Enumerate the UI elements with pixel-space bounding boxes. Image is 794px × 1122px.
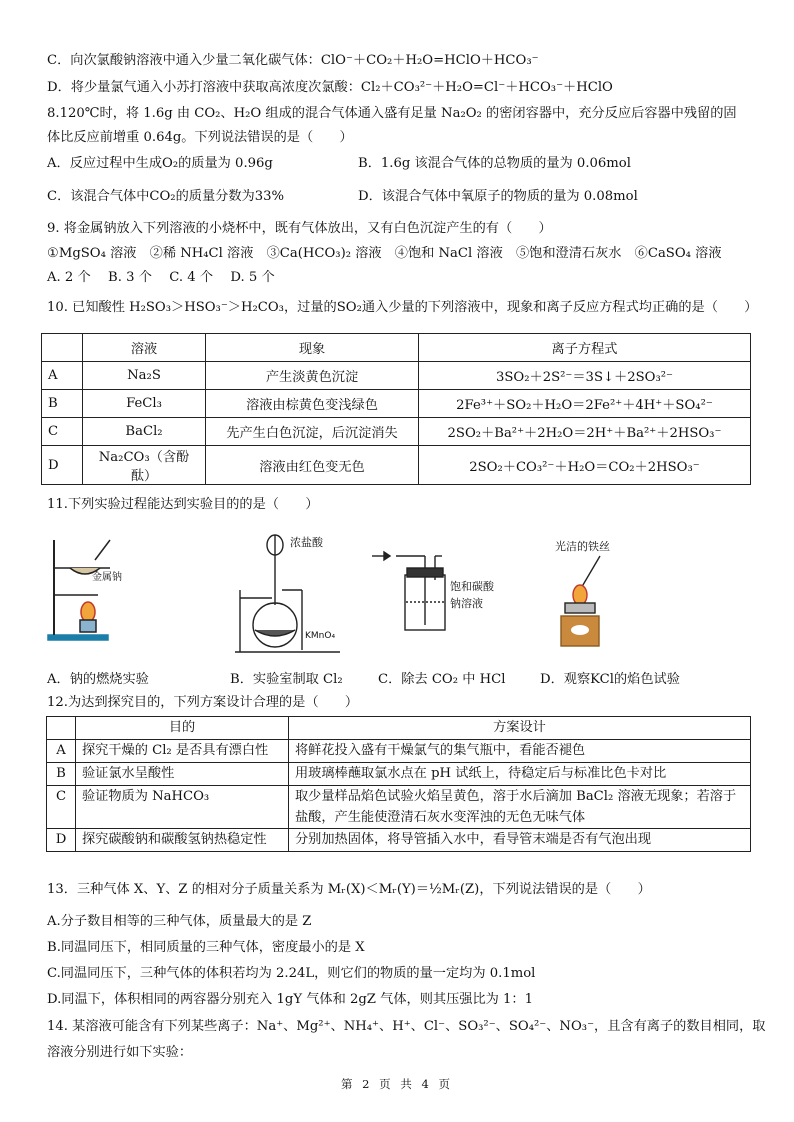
question-10-stem: 10. 已知酸性 H₂SO₃＞HSO₃⁻＞H₂CO₃，过量的SO₂通入少量的下列溶液中，现象和离子反应方程式均正确的是（ ） (47, 300, 758, 315)
q8-option-d: D．该混合气体中氧原子的物质的量为 0.08mol (358, 189, 638, 204)
question-9-stem: 9. 将金属钠放入下列溶液的小烧杯中，既有气体放出，又有白色沉淀产生的有（ ） (47, 221, 552, 236)
table-cell: Na₂S (83, 362, 206, 390)
table-header-row (47, 717, 751, 740)
table-header-cell: 目的 (76, 717, 289, 740)
table-row (42, 446, 751, 485)
question-9-answers: A. 2 个 B. 3 个 C. 4 个 D. 5 个 (47, 270, 275, 285)
question-11-stem: 11.下列实验过程能达到实验目的的是（ ） (47, 497, 319, 512)
q11-option-c: C．除去 CO₂ 中 HCl (378, 672, 506, 687)
table-cell: 验证氯水呈酸性 (76, 763, 289, 786)
label-kmno4: KMnO₄ (305, 631, 336, 641)
table-row (42, 362, 751, 390)
row-label: C (42, 418, 83, 446)
row-label: D (42, 446, 83, 485)
table-cell: FeCl₃ (83, 390, 206, 418)
table-cell: 取少量样品焰色试验火焰呈黄色，溶于水后滴加 BaCl₂ 溶液无现象；若溶于盐酸，产生能使澄清石灰水变浑浊的无色无味气体 (289, 786, 751, 829)
table-cell: 溶液由棕黄色变浅绿色 (206, 390, 419, 418)
table-row (42, 390, 751, 418)
q8-option-a: A．反应过程中生成O₂的质量为 0.96g (47, 156, 273, 171)
line-option-c: C．向次氯酸钠溶液中通入少量二氧化碳气体：ClO⁻＋CO₂＋H₂O=HClO＋HCO₃⁻ (47, 53, 539, 68)
table-cell: 将鲜花投入盛有干燥氯气的集气瓶中，看能否褪色 (289, 740, 751, 763)
apparatus-b-chlorine-generation (235, 535, 340, 652)
q13-option-c: C.同温同压下，三种气体的体积若均为 2.24L，则它们的物质的量一定均为 0.1mol (47, 966, 536, 981)
table-cell: 3SO₂＋2S²⁻＝3S↓＋2SO₃²⁻ (419, 362, 751, 390)
row-label: C (47, 786, 76, 829)
question-12-table (46, 716, 751, 852)
table-cell: 探究干燥的 Cl₂ 是否具有漂白性 (76, 740, 289, 763)
question-13-stem: 13．三种气体 X、Y、Z 的相对分子质量关系为 Mᵣ(X)＜Mᵣ(Y)＝½Mᵣ(Z)，下列说法错误的是（ ） (47, 882, 651, 897)
question-12-stem: 12.为达到探究目的，下列方案设计合理的是（ ） (47, 695, 359, 710)
q11-option-a: A．钠的燃烧实验 (47, 672, 149, 687)
table-header-row (42, 334, 751, 362)
question-14-stem-2: 溶液分别进行如下实验： (47, 1045, 193, 1060)
table-cell: 探究碳酸钠和碳酸氢钠热稳定性 (76, 829, 289, 852)
question-8-stem-2: 体比反应前增重 0.64g。下列说法错误的是（ ） (47, 130, 353, 145)
question-8-stem: 8.120℃时，将 1.6g 由 CO₂、H₂O 组成的混合气体通入盛有足量 Na₂O₂ 的密闭容器中，充分反应后容器中残留的固 (47, 106, 737, 121)
table-header-cell: 现象 (206, 334, 419, 362)
label-nahco3-2: 钠溶液 (450, 597, 483, 610)
table-cell (47, 717, 76, 740)
table-row (47, 740, 751, 763)
question-10-table (41, 333, 751, 485)
line-option-d: D．将少量氯气通入小苏打溶液中获取高浓度次氯酸：Cl₂＋CO₃²⁻＋H₂O=Cl⁻＋HCO₃⁻＋HClO (47, 80, 613, 95)
q8-option-b: B．1.6g 该混合气体的总物质的量为 0.06mol (358, 156, 631, 171)
table-cell: 分别加热固体，将导管插入水中，看导管末端是否有气泡出现 (289, 829, 751, 852)
label-nahco3-1: 饱和碳酸 (450, 580, 494, 593)
table-row (47, 786, 751, 829)
table-cell: 溶液由红色变无色 (206, 446, 419, 485)
q13-option-a: A.分子数目相等的三种气体，质量最大的是 Z (47, 914, 312, 929)
apparatus-c-gas-wash-bottle (372, 552, 495, 630)
row-label: B (47, 763, 76, 786)
table-cell: 2Fe³⁺＋SO₂＋H₂O＝2Fe²⁺＋4H⁺＋SO₄²⁻ (419, 390, 751, 418)
page-footer: 第 2 页 共 4 页 (341, 1077, 453, 1091)
q11-option-b: B．实验室制取 Cl₂ (230, 672, 343, 687)
table-cell: 产生淡黄色沉淀 (206, 362, 419, 390)
table-header-cell: 方案设计 (289, 717, 751, 740)
q13-option-d: D.同温下，体积相同的两容器分别充入 1gY 气体和 2gZ 气体，则其压强比为 1：1 (47, 992, 534, 1007)
table-header-cell: 离子方程式 (419, 334, 751, 362)
apparatus-figures (40, 530, 760, 660)
table-cell: 用玻璃棒蘸取氯水点在 pH 试纸上，待稳定后与标准比色卡对比 (289, 763, 751, 786)
table-cell: 2SO₂＋Ba²⁺＋2H₂O＝2H⁺＋Ba²⁺＋2HSO₃⁻ (419, 418, 751, 446)
label-sodium: 金属钠 (92, 572, 122, 583)
table-cell: 2SO₂＋CO₃²⁻＋H₂O＝CO₂＋2HSO₃⁻ (419, 446, 751, 485)
row-label: D (47, 829, 76, 852)
question-9-items: ①MgSO₄ 溶液 ②稀 NH₄Cl 溶液 ③Ca(HCO₃)₂ 溶液 ④饱和 NaCl 溶液 ⑤饱和澄清石灰水 ⑥CaSO₄ 溶液 (47, 246, 722, 261)
label-iron-wire: 光洁的铁丝 (555, 540, 610, 553)
question-14-stem: 14. 某溶液可能含有下列某些离子：Na⁺、Mg²⁺、NH₄⁺、H⁺、Cl⁻、SO₃²⁻、SO₄²⁻、NO₃⁻，且含有离子的数目相同，取 (47, 1019, 766, 1034)
table-row (42, 418, 751, 446)
table-header-cell: 溶液 (83, 334, 206, 362)
table-row (47, 763, 751, 786)
table-cell: Na₂CO₃（含酚酞） (83, 446, 206, 485)
table-cell: BaCl₂ (83, 418, 206, 446)
table-cell (42, 334, 83, 362)
table-cell: 先产生白色沉淀，后沉淀消失 (206, 418, 419, 446)
row-label: B (42, 390, 83, 418)
apparatus-d-flame-test (555, 539, 610, 646)
row-label: A (42, 362, 83, 390)
row-label: A (47, 740, 76, 763)
table-row (47, 829, 751, 852)
label-conc-hcl: 浓盐酸 (290, 536, 323, 549)
apparatus-a-sodium-combustion (48, 540, 122, 640)
q8-option-c: C．该混合气体中CO₂的质量分数为33% (47, 189, 285, 204)
q13-option-b: B.同温同压下，相同质量的三种气体，密度最小的是 X (47, 940, 365, 955)
table-cell: 验证物质为 NaHCO₃ (76, 786, 289, 829)
q11-option-d: D．观察KCl的焰色试验 (540, 672, 680, 687)
